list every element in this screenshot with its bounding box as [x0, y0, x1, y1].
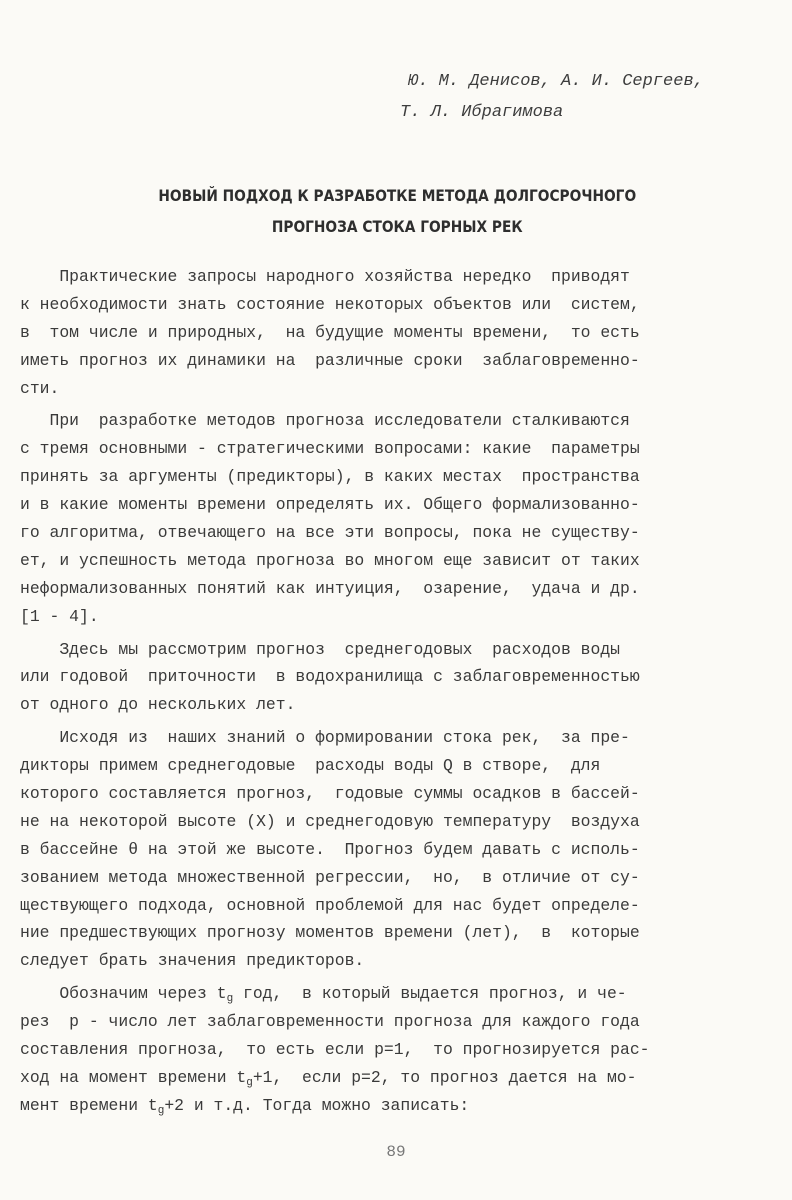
paragraph: [20, 263, 764, 402]
authors-line-1: Ю. М. Денисов, А. И. Сергеев,: [408, 72, 704, 91]
text-line: ществующего подхода, основной проблемой для нас будет определе-: [20, 895, 640, 915]
text-line: зованием метода множественной регрессии, но, в отличие от су-: [20, 867, 640, 887]
title-line-2: ПРОГНОЗА СТОКА ГОРНЫХ РЕК: [271, 217, 523, 236]
article-body: [20, 263, 764, 1125]
text-line: с тремя основными - стратегическими вопросами: какие параметры: [20, 439, 640, 459]
text-line: иметь прогноз их динамики на различные сроки заблаговременно-: [20, 350, 640, 370]
authors: [400, 66, 704, 128]
text-line: от одного до нескольких лет.: [20, 695, 296, 715]
text-line: ет, и успешность метода прогноза во многом еще зависит от таких: [20, 550, 640, 570]
paragraph: [20, 407, 764, 630]
text-line: в том числе и природных, на будущие моменты времени, то есть: [20, 322, 640, 342]
text-line: Исходя из наших знаний о формировании стока рек, за пре-: [20, 728, 630, 748]
text-line: го алгоритма, отвечающего на все эти вопросы, пока не существу-: [20, 523, 640, 543]
text-line: следует брать значения предикторов.: [20, 951, 365, 971]
text-line: Здесь мы рассмотрим прогноз среднегодовых расходов воды: [20, 639, 620, 659]
text-line: ход на момент времени $t_g+1$, если p=2, то прогноз дается на мо-: [20, 1067, 637, 1089]
authors-line-2: Т. Л. Ибрагимова: [400, 103, 564, 122]
article-title: [57, 180, 738, 242]
text-line: неформализованных понятий как интуиция, озарение, удача и др.: [20, 578, 640, 598]
text-line: принять за аргументы (предикторы), в каких местах пространства: [20, 467, 640, 487]
text-line: ние предшествующих прогнозу моментов времени (лет), в которые: [20, 923, 640, 943]
text-line: не на некоторой высоте (X) и среднегодовую температуру воздуха: [20, 811, 640, 831]
text-line: к необходимости знать состояние некоторых объектов или систем,: [20, 294, 640, 314]
text-line: и в какие моменты времени определять их. Общего формализованно-: [20, 495, 640, 515]
text-line: мент времени $t_g+2$ и т.д. Тогда можно записать:: [20, 1095, 470, 1117]
title-line-1: НОВЫЙ ПОДХОД К РАЗРАБОТКЕ МЕТОДА ДОЛГОСРОЧНОГО: [158, 186, 637, 205]
text-line: Обозначим через $t_g$ год, в который выдается прогноз, и че-: [20, 984, 627, 1006]
text-line: При разработке методов прогноза исследователи сталкиваются: [20, 411, 630, 431]
paragraph: [20, 636, 764, 720]
page-number: 89: [386, 1143, 406, 1161]
text-line: составления прогноза, то есть если p=1, то прогнозируется рас-: [20, 1040, 650, 1060]
text-line: Практические запросы народного хозяйства нередко приводят: [20, 267, 630, 286]
text-line: которого составляется прогноз, годовые суммы осадков в бассей-: [20, 784, 640, 804]
text-line: [1 - 4].: [20, 606, 99, 626]
paragraph: [20, 724, 764, 975]
paragraph: [20, 980, 764, 1119]
text-line: в бассейне θ на этой же высоте. Прогноз будем давать с исполь-: [20, 839, 640, 859]
text-line: сти.: [20, 378, 60, 398]
text-line: или годовой приточности в водохранилища с заблаговременностью: [20, 667, 640, 687]
text-line: дикторы примем среднегодовые расходы воды Q в створе, для: [20, 756, 601, 776]
text-line: рез p - число лет заблаговременности прогноза для каждого года: [20, 1012, 640, 1032]
